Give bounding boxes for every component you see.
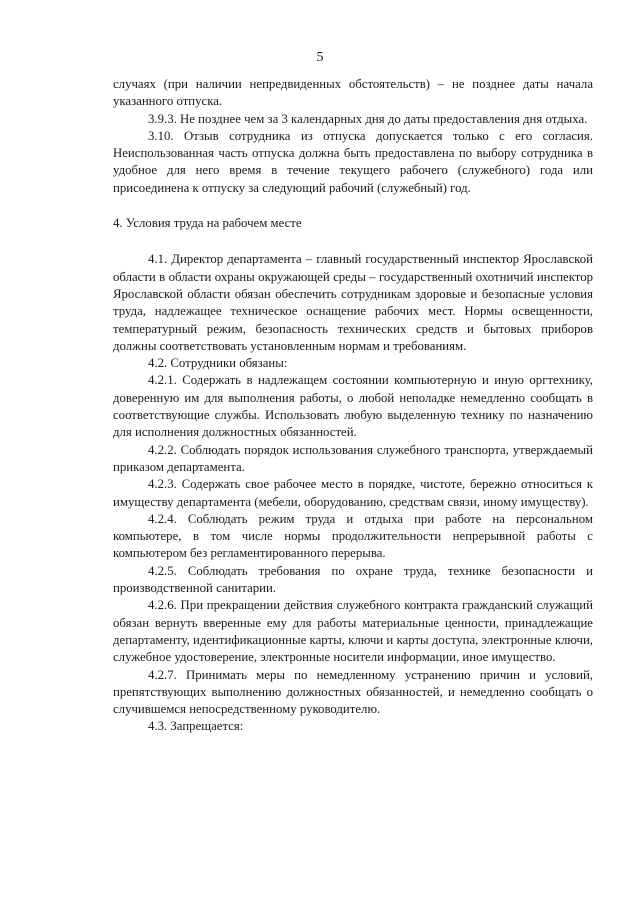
document-body: [113, 76, 593, 736]
section-heading: 4. Условия труда на рабочем месте: [113, 216, 302, 231]
paragraph-3-10: 3.10. Отзыв сотрудника из отпуска допускается только с его согласия. Неиспользованная часть отпуска должна быть предоставлена по выбору сотрудника в удобное для него время в течение текущего рабочего (служебного) года или присоединена к отпуску за следующий рабочий (служебный) год.: [113, 128, 593, 195]
paragraph-4-2-6: 4.2.6. При прекращении действия служебного контракта гражданский служащий обязан вернуть вверенные ему для работы материальные ценности, принадлежащие департаменту, идентификационные карты, ключи и карты доступа, электронные ключи, служебное удостоверение, электронные носители информации, иное имущество.: [113, 598, 593, 665]
paragraph-4-2-3: 4.2.3. Содержать свое рабочее место в порядке, чистоте, бережно относиться к имуществу департамента (мебели, оборудованию, средствам связи, иному имуществу).: [113, 477, 593, 509]
paragraph-3-9-3: 3.9.3. Не позднее чем за 3 календарных дня до даты предоставления дня отдыха.: [148, 111, 588, 126]
paragraph-4-2-5: 4.2.5. Соблюдать требования по охране труда, технике безопасности и производственной санитарии.: [113, 563, 593, 596]
paragraph-4-3: 4.3. Запрещается:: [148, 719, 244, 734]
page-number: 5: [316, 50, 324, 65]
paragraph-4-2-1: 4.2.1. Содержать в надлежащем состоянии компьютерную и иную оргтехнику, доверенную им для выполнения работы, о любой неполадке немедленно сообщать в соответствующие службы. Использовать любую выделенную технику по назначению для исполнения должностных обязанностей.: [113, 373, 593, 440]
paragraph-4-2-7: 4.2.7. Принимать меры по немедленному устранению причин и условий, препятствующих выполнению должностных обязанностей, и немедленно сообщать о случившемся непосредственному руководителю.: [113, 667, 593, 717]
paragraph-3-9-2-continuation: случаях (при наличии непредвиденных обстоятельств) – не позднее даты начала указанного отпуска.: [113, 77, 593, 109]
paragraph-4-2: 4.2. Сотрудники обязаны:: [148, 356, 288, 371]
paragraph-4-1: 4.1. Директор департамента – главный государственный инспектор Ярославской области в области охраны окружающей среды – государственный охотничий инспектор Ярославской области обязан обеспечить сотрудникам здоровые и безопасные условия труда, надлежащее техническое оснащение рабочих мест. Нормы освещенности, температурный режим, безопасность технических средств и бытовых приборов должны соответствовать установленным нормам и требованиям.: [113, 252, 593, 353]
paragraph-4-2-4: 4.2.4. Соблюдать режим труда и отдыха при работе на персональном компьютере, в том числе нормы продолжительности непрерывной работы с компьютером без регламентированного перерыва.: [113, 511, 593, 561]
paragraph-4-2-2: 4.2.2. Соблюдать порядок использования служебного транспорта, утверждаемый приказом департамента.: [113, 442, 593, 474]
